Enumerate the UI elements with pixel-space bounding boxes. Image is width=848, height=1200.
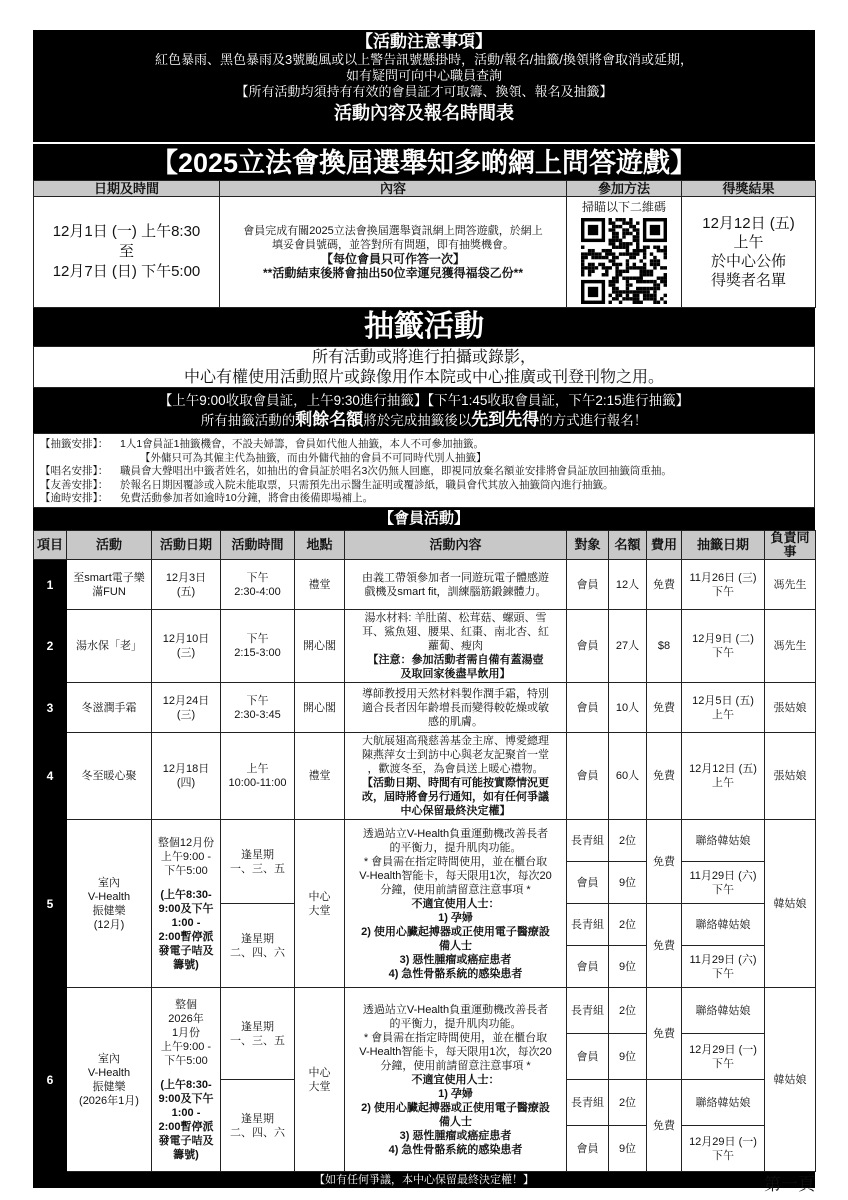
- rule-text: 1人1會員証1抽籤機會，不設夫婦籌，會員如代他人抽籤，本人不可參加抽籤。: [120, 438, 485, 450]
- activity-content: [345, 683, 567, 733]
- activity-draw: 12月9日 (二) 下午: [682, 610, 765, 683]
- activity-draw: 11月29日 (六) 下午: [682, 946, 765, 988]
- content-text: 導師教授用天然材料製作潤手霜，特別 適合長者因年齡增長而變得較乾燥或敏 感的肌膚。: [362, 687, 549, 728]
- activity-target: 會員: [567, 862, 609, 904]
- member-activities-title: 【會員活動】: [33, 508, 815, 530]
- activity-quota: 9位: [609, 862, 647, 904]
- quiz-table: [33, 180, 816, 308]
- item-number: 3: [34, 683, 67, 733]
- activity-target: 會員: [567, 946, 609, 988]
- activity-name: 冬滋潤手霜: [67, 683, 152, 733]
- quiz-method: [567, 197, 682, 308]
- item-number: 4: [34, 733, 67, 820]
- table-header: 抽籤日期: [682, 531, 765, 560]
- activity-staff: 馮先生: [765, 610, 816, 683]
- rule-extra: 【外傭只可為其僱主代為抽籤，而由外傭代抽的會員不可同時代別人抽籤】: [140, 451, 487, 464]
- activity-time: 下午 2:15-3:00: [221, 610, 295, 683]
- unsuitable-list: 不適宜使用人士： 1) 孕婦 2) 使用心臟起搏器或正使用電子醫療設 備人士 3) 惡性腫瘤或癌症患者 4) 急性骨骼系統的感染患者: [361, 897, 550, 980]
- activity-name: 至smart電子樂 滿FUN: [67, 560, 152, 610]
- draw-info: [33, 388, 815, 433]
- qr-code-icon[interactable]: [581, 218, 667, 304]
- content-note: 【活動日期、時間有可能按實際情況更 改，屆時將會另行通知，如有任何爭議 中心保留最終決定權】: [362, 777, 549, 817]
- activity-quota: 12人: [609, 560, 647, 610]
- item-number: 2: [34, 610, 67, 683]
- activity-draw: 11月26日 (三) 下午: [682, 560, 765, 610]
- content-text: 透過站立V-Health負重運動機改善長者 的平衡力，提升肌肉功能。 * 會員需在指定時間使用，並在櫃台取 V-Health智能卡，每天限用1次，每次20 分鐘，使用前請留意注意事項 *: [359, 827, 552, 896]
- item-number: 5: [34, 820, 67, 988]
- photo-line: 所有活動或將進行拍攝或錄影，: [311, 349, 536, 366]
- activity-name: 室內 V-Health 振健樂 (2026年1月): [67, 988, 152, 1172]
- rule-text: 免費活動參加者如逾時10分鐘，將會由後備即場補上。: [120, 492, 374, 504]
- draw-rules: [33, 433, 815, 508]
- activity-content: [345, 988, 567, 1172]
- activity-date: [152, 820, 221, 988]
- lucky-draw-title: 抽籤活動: [33, 308, 815, 346]
- quiz-header: 得獎結果: [682, 181, 816, 197]
- activity-quota: 2位: [609, 904, 647, 946]
- quiz-header: 參加方法: [567, 181, 682, 197]
- text: 的方式進行報名！: [539, 413, 648, 428]
- rule-item: [40, 492, 808, 506]
- activity-date: 12月3日 (五): [152, 560, 221, 610]
- quiz-once-note: 【每位會員只可作答一次】: [320, 252, 465, 266]
- activity-fee: 免費: [647, 733, 682, 820]
- rule-text: 職員會大聲唱出中籤者姓名，如抽出的會員証於唱名3次仍無人回應，即視同放棄名額並安排將會員証放回抽籤筒重抽。: [120, 465, 672, 477]
- activity-fee: $8: [647, 610, 682, 683]
- rule-item: [40, 479, 808, 493]
- photo-line: 中心有權使用活動照片或錄像用作本院或中心推廣或刊登刊物之用。: [183, 369, 664, 386]
- activity-quota: 9位: [609, 1034, 647, 1080]
- activity-target: 長青組: [567, 988, 609, 1034]
- table-row: [34, 683, 816, 733]
- activity-time: 上午 10:00-11:00: [221, 733, 295, 820]
- activity-staff: 韓姑娘: [765, 820, 816, 988]
- table-header: 活動: [67, 531, 152, 560]
- activity-target: 會員: [567, 610, 609, 683]
- rule-label: 【逾時安排】：: [40, 492, 109, 504]
- table-header: 地點: [295, 531, 345, 560]
- date-note: (上午8:30- 9:00及下午 1:00 - 2:00暫停派 發電子咭及 籌號): [158, 888, 214, 971]
- activity-venue: 中心 大堂: [295, 988, 345, 1172]
- table-header: 活動時間: [221, 531, 295, 560]
- item-number: 1: [34, 560, 67, 610]
- rule-item: [40, 465, 808, 479]
- quiz-result: 12月12日 (五) 上午 於中心公佈 得獎者名單: [682, 197, 816, 308]
- table-header: 活動內容: [345, 531, 567, 560]
- activity-target: 會員: [567, 1034, 609, 1080]
- activity-venue: 開心閣: [295, 683, 345, 733]
- member-activities-table: [33, 530, 816, 1172]
- content-text: 由義工帶領參加者一同遊玩電子體感遊 戲機及smart fit，訓練腦筋鍛鍊體力。: [362, 571, 549, 598]
- quiz-description: 會員完成有關2025立法會換屆選舉資訊網上問答遊戲，於網上 填妥會員號碼，並答對所有問題，即有抽獎機會。: [243, 225, 543, 251]
- activity-days: 逢星期 一、三、五: [221, 820, 295, 904]
- activity-quota: 2位: [609, 988, 647, 1034]
- activity-draw: 聯絡韓姑娘: [682, 1080, 765, 1126]
- table-header: 費用: [647, 531, 682, 560]
- activity-venue: 禮堂: [295, 560, 345, 610]
- activity-name: 湯水保「老」: [67, 610, 152, 683]
- footer-disclaimer: 【如有任何爭議，本中心保留最終決定權！】: [33, 1172, 815, 1188]
- emphasis: 剩餘名額: [295, 410, 364, 429]
- activity-date: 12月18日 (四): [152, 733, 221, 820]
- activity-name: 冬至暖心聚: [67, 733, 152, 820]
- text: 將於完成抽籤後以: [363, 413, 472, 428]
- activity-target: 長青組: [567, 820, 609, 862]
- photo-notice: [33, 346, 815, 388]
- content-text: 透過站立V-Health負重運動機改善長者 的平衡力，提升肌肉功能。 * 會員需在指定時間使用，並在櫃台取 V-Health智能卡，每天限用1次，每次20 分鐘，使用前請留意注意事項 *: [359, 1003, 552, 1072]
- notice-section: [33, 30, 815, 142]
- activity-quota: 2位: [609, 1080, 647, 1126]
- activity-target: 長青組: [567, 1080, 609, 1126]
- activity-date: 12月10日 (三): [152, 610, 221, 683]
- content-text: 湯水材料: 羊肚菌、松茸菇、螺頭、雪 耳、鯊魚翅、腰果、紅棗、南北杏、紅 蘿蔔、瘦肉: [362, 612, 549, 652]
- activity-quota: 9位: [609, 1126, 647, 1172]
- quiz-prize-note: **活動結束後將會抽出50位幸運兒獲得福袋乙份**: [262, 266, 524, 280]
- content-note: 【注意：參加活動者需自備有蓋湯壺 及取回家後盡早飲用】: [367, 654, 544, 680]
- activity-draw: 聯絡韓姑娘: [682, 988, 765, 1034]
- activity-staff: 馮先生: [765, 560, 816, 610]
- activity-target: 會員: [567, 733, 609, 820]
- rule-label: 【唱名安排】：: [40, 465, 109, 477]
- table-row: [34, 610, 816, 683]
- table-row: [34, 733, 816, 820]
- activity-fee: 免費: [647, 988, 682, 1080]
- date-note: (上午8:30- 9:00及下午 1:00 - 2:00暫停派 發電子咭及 籌號): [158, 1078, 214, 1161]
- table-header: 對象: [567, 531, 609, 560]
- activity-days: 逢星期 二、四、六: [221, 904, 295, 988]
- activity-staff: 韓姑娘: [765, 988, 816, 1172]
- activity-fee: 免費: [647, 904, 682, 988]
- activity-fee: 免費: [647, 1080, 682, 1172]
- draw-times: 【上午9:00收取會員証，上午9:30進行抽籤】【下午1:45收取會員証，下午2:15進行抽籤】: [158, 393, 690, 408]
- quiz-content: [220, 197, 567, 308]
- rule-item: [40, 438, 808, 452]
- activity-draw: 12月5日 (五) 上午: [682, 683, 765, 733]
- activity-fee: 免費: [647, 560, 682, 610]
- quiz-title: 【2025立法會換屆選舉知多啲網上問答遊戲】: [33, 142, 815, 180]
- activity-draw: 12月29日 (一) 下午: [682, 1034, 765, 1080]
- table-header: 項目: [34, 531, 67, 560]
- page-number: 第一頁: [764, 1175, 815, 1194]
- activity-draw: 12月12日 (五) 上午: [682, 733, 765, 820]
- table-row: [34, 820, 816, 862]
- activity-quota: 10人: [609, 683, 647, 733]
- notice-line: 紅色暴雨、黑色暴雨及3號颱風或以上警告訊號懸掛時，活動/報名/抽籤/換領將會取消或延期，: [154, 52, 694, 67]
- activity-content: [345, 733, 567, 820]
- activity-content: [345, 820, 567, 988]
- rule-label: 【抽籤安排】：: [40, 438, 109, 450]
- rule-text: 於報名日期因覆診或入院未能取票，只需預先出示醫生証明或覆診紙，職員會代其放入抽籤筒內進行抽籤。: [120, 478, 614, 491]
- activity-quota: 60人: [609, 733, 647, 820]
- activity-date: [152, 988, 221, 1172]
- activity-target: 會員: [567, 1126, 609, 1172]
- activity-staff: 張姑娘: [765, 733, 816, 820]
- activity-time: 下午 2:30-3:45: [221, 683, 295, 733]
- table-header: 活動日期: [152, 531, 221, 560]
- rule-label: 【友善安排】：: [40, 478, 109, 491]
- item-number: 6: [34, 988, 67, 1172]
- activity-target: 會員: [567, 683, 609, 733]
- activity-content: [345, 610, 567, 683]
- notice-title: 【活動注意事項】: [356, 32, 492, 51]
- quiz-header: 內容: [220, 181, 567, 197]
- activity-quota: 9位: [609, 946, 647, 988]
- activity-venue: 開心閣: [295, 610, 345, 683]
- activity-fee: 免費: [647, 820, 682, 904]
- activity-draw: 聯絡韓姑娘: [682, 820, 765, 862]
- quiz-method-label: 掃瞄以下二維碼: [581, 200, 666, 214]
- activity-quota: 2位: [609, 820, 647, 862]
- activity-date: 12月24日 (三): [152, 683, 221, 733]
- activity-fee: 免費: [647, 683, 682, 733]
- activity-quota: 27人: [609, 610, 647, 683]
- table-header: 負責同事: [765, 531, 816, 560]
- activity-target: 會員: [567, 560, 609, 610]
- notice-line: 【所有活動均須持有有效的會員証才可取籌、換領、報名及抽籤】: [235, 84, 613, 99]
- activity-draw: 11月29日 (六) 下午: [682, 862, 765, 904]
- activity-name: 室內 V-Health 振健樂 (12月): [67, 820, 152, 988]
- flyer-page: [33, 30, 815, 1188]
- activity-days: 逢星期 一、三、五: [221, 988, 295, 1080]
- activity-target: 長青組: [567, 904, 609, 946]
- date-text: 整個 2026年 1月份 上午9:00 - 下午5:00: [160, 998, 212, 1067]
- table-row: [34, 988, 816, 1034]
- activity-venue: 禮堂: [295, 733, 345, 820]
- quiz-date: 12月1日 (一) 上午8:30 至 12月7日 (日) 下午5:00: [34, 197, 220, 308]
- schedule-title: 活動內容及報名時間表: [334, 103, 514, 123]
- activity-draw: 聯絡韓姑娘: [682, 904, 765, 946]
- unsuitable-list: 不適宜使用人士： 1) 孕婦 2) 使用心臟起搏器或正使用電子醫療設 備人士 3) 惡性腫瘤或癌症患者 4) 急性骨骼系統的感染患者: [361, 1073, 550, 1156]
- date-text: 整個12月份 上午9:00 - 下午5:00: [157, 836, 215, 877]
- activity-days: 逢星期 二、四、六: [221, 1080, 295, 1172]
- table-row: [34, 560, 816, 610]
- activity-staff: 張姑娘: [765, 683, 816, 733]
- table-header: 名額: [609, 531, 647, 560]
- content-text: 大航展翅高飛慈善基金主席、博愛總理 陳燕萍女士到訪中心與老友記聚首一堂 ，歡渡冬至，為會員送上暖心禮物。: [362, 735, 549, 775]
- remaining-quota-note: [33, 410, 815, 430]
- activity-draw: 12月29日 (一) 下午: [682, 1126, 765, 1172]
- emphasis: 先到先得: [471, 410, 540, 429]
- activity-venue: 中心 大堂: [295, 820, 345, 988]
- quiz-header: 日期及時間: [34, 181, 220, 197]
- activity-time: 下午 2:30-4:00: [221, 560, 295, 610]
- notice-line: 如有疑問可向中心職員查詢: [345, 68, 502, 83]
- activity-content: [345, 560, 567, 610]
- text: 所有抽籤活動的: [200, 413, 296, 428]
